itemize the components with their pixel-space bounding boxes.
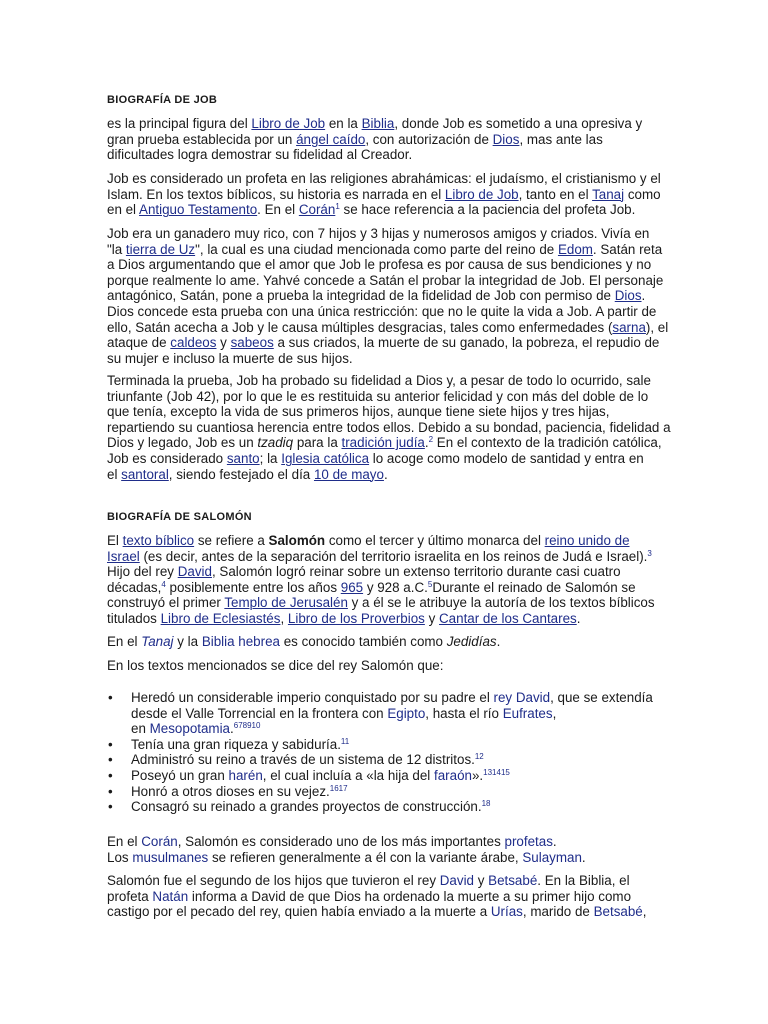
list-item (107, 784, 667, 800)
footnote-ref[interactable]: 1 (335, 202, 340, 212)
link-mesopotamia[interactable]: Mesopotamia (149, 721, 231, 737)
text: es la principal figura del (107, 116, 252, 131)
text: Administró su reino a través de un sistema de 12 distritos. (131, 752, 475, 768)
link-libro-de-eclesiastes[interactable]: Libro de Eclesiastés (160, 610, 281, 626)
text: "la (107, 241, 126, 257)
text: Consagró su reinado a grandes proyectos de construcción. (131, 799, 482, 815)
link-eufrates[interactable]: Eufrates (502, 705, 553, 721)
text: , siendo festejado el día (168, 466, 314, 482)
text: Job es considerado (107, 450, 227, 466)
text: , con autorización de (365, 131, 493, 147)
text: Heredó un considerable imperio conquistado por su padre el (131, 690, 494, 705)
text: En el contexto de la tradición católica, (433, 435, 662, 451)
text: . Satán reta (592, 241, 663, 257)
text: Hijo del rey (107, 564, 178, 580)
link-tradicion-judia[interactable]: tradición judía (341, 435, 425, 451)
text: ». (471, 767, 484, 783)
text: y (216, 335, 231, 351)
text: y 928 a.C. (363, 579, 428, 595)
link-libro-de-job[interactable]: Libro de Job (251, 116, 326, 131)
link-caldeos[interactable]: caldeos (170, 335, 217, 351)
link-tanaj[interactable]: Tanaj (141, 634, 174, 649)
link-libro-de-los-proverbios[interactable]: Libro de los Proverbios (287, 610, 425, 626)
text: como el tercer y último monarca del (325, 533, 545, 548)
link-coran[interactable]: Corán (298, 202, 336, 218)
text: . (230, 721, 234, 737)
text: En los textos mencionados se dice del rey Salomón que: (107, 658, 444, 673)
text: . (552, 834, 557, 849)
text: , hasta el río (425, 705, 503, 721)
salomon-paragraph-4 (107, 834, 667, 865)
job-paragraph-2 (107, 171, 667, 218)
salomon-paragraph-5 (107, 873, 667, 920)
bullet-glyph: • (108, 767, 113, 783)
text: a sus criados, la muerte de su ganado, la pobreza, el repudio de (273, 335, 660, 351)
link-iglesia-catolica[interactable]: Iglesia católica (281, 450, 370, 466)
text: , marido de (522, 904, 594, 920)
footnote-ref[interactable]: 2 (428, 435, 434, 445)
text: que tenía, excepto la vida de sus primeros hijos, aunque tiene siete hijos y tres hijas, (107, 404, 610, 420)
text: dificultades logra demostrar su fidelidad al Creador. (107, 147, 413, 163)
salomon-facts-list (107, 690, 667, 815)
bullet-glyph: • (108, 690, 113, 705)
text: en el (107, 202, 140, 218)
text: , que se extendía (550, 690, 653, 705)
text: Honró a otros dioses en su vejez. (131, 783, 330, 799)
text: informa a David de que Dios ha ordenado la muerte a su primer hijo como (188, 888, 632, 904)
text: es conocido también como (279, 634, 447, 649)
link-edom[interactable]: Edom (557, 241, 593, 257)
link-cantar-de-los-cantares[interactable]: Cantar de los Cantares (439, 610, 577, 626)
text: se refieren generalmente a él con la variante árabe, (208, 849, 523, 865)
text: (es decir, antes de la separación del territorio israelita en los reinos de Judá e Israel). (139, 548, 648, 564)
job-section-heading: BIOGRAFÍA DE JOB (107, 94, 218, 106)
text: repartiendo su cuantiosa herencia entre todos ellos. Debido a su bondad, paciencia, fidelidad a (107, 419, 671, 435)
text: , (280, 610, 288, 626)
text: para la (293, 435, 342, 451)
text: castigo por el pecado del rey, quien había enviado a la muerte a (107, 904, 491, 920)
text: , Salomón logró reinar sobre un extenso territorio durante casi cuatro (211, 564, 621, 580)
list-item (107, 737, 667, 753)
text: y (474, 873, 489, 888)
text: y (424, 610, 440, 626)
salomon-paragraph-1 (107, 533, 667, 627)
link-faraon[interactable]: faraón (434, 767, 472, 783)
text: , (552, 705, 557, 721)
link-texto-biblico[interactable]: texto bíblico (122, 533, 195, 548)
bold-name: Salomón (268, 533, 326, 548)
text: Terminada la prueba, Job ha probado su fidelidad a Dios y, a pesar de todo lo ocurrido, sale (107, 373, 651, 388)
text: Dios concede esta prueba con una única restricción: que no le quite la vida a Job. A partir de (107, 303, 657, 319)
text: . En la Biblia, el (537, 873, 630, 888)
text: lo acoge como modelo de santidad y entra en (369, 450, 644, 466)
text: en la (325, 116, 362, 131)
italic-term: tzadiq (257, 435, 294, 451)
link-sabeos[interactable]: sabeos (230, 335, 274, 351)
bullet-glyph: • (108, 752, 113, 768)
link-tanaj[interactable]: Tanaj (592, 186, 625, 202)
text: , el cual incluía a «la hija del (262, 767, 434, 783)
text: Tenía una gran riqueza y sabiduría. (131, 736, 341, 752)
text: como (624, 186, 661, 202)
list-item (107, 752, 667, 768)
link-templo-de-jerusalen[interactable]: Templo de Jerusalén (224, 595, 348, 611)
bullet-glyph: • (108, 799, 113, 815)
text: . (496, 634, 501, 649)
text: triunfante (Job 42), por lo que le es restituida su anterior felicidad y con más del doble de lo (107, 388, 649, 404)
text: Durante el reinado de Salomón se (432, 579, 636, 595)
text: décadas, (107, 579, 162, 595)
bullet-glyph: • (108, 783, 113, 799)
link-biblia[interactable]: Biblia (361, 116, 395, 131)
text: , Salomón es considerado uno de los más importantes (177, 834, 505, 849)
text: posiblemente entre los años (165, 579, 341, 595)
link-haren[interactable]: harén (228, 767, 263, 783)
link-musulmanes[interactable]: musulmanes (132, 849, 209, 865)
salomon-paragraph-3 (107, 658, 667, 674)
text: Islam. En los textos bíblicos, su historia es narrada en el (107, 186, 445, 202)
text: Job era un ganadero muy rico, con 7 hijos y 3 hijas y numerosos amigos y criados. Vivía en (107, 226, 650, 241)
link-tierra-de-uz[interactable]: tierra de Uz (125, 241, 196, 257)
link-antiguo-testamento[interactable]: Antiguo Testamento (139, 202, 258, 218)
text: desde el Valle Torrencial en la frontera con (131, 705, 388, 721)
text: ", la cual es una ciudad mencionada como parte del reino de (195, 241, 558, 257)
link-reino-unido-de-israel[interactable]: Israel (107, 548, 140, 564)
job-paragraph-3 (107, 226, 667, 366)
text: , (642, 904, 647, 920)
text: En el (107, 634, 142, 649)
link-betsabe[interactable]: Betsabé (488, 873, 538, 888)
salomon-section-heading: BIOGRAFÍA DE SALOMÓN (107, 511, 252, 523)
link-10-de-mayo[interactable]: 10 de mayo (313, 466, 384, 482)
link-santo[interactable]: santo (226, 450, 260, 466)
text: . (641, 288, 646, 304)
text: Los (107, 849, 133, 865)
footnote-ref[interactable]: 678910 (233, 721, 261, 731)
text: y a él se le atribuye la autoría de los textos bíblicos (347, 595, 655, 611)
text: . (581, 849, 586, 865)
link-reino-unido-de-israel[interactable]: reino unido de (544, 533, 630, 548)
link-sulayman[interactable]: Sulayman (522, 849, 582, 865)
link-dios[interactable]: Dios (492, 131, 520, 147)
footnote-ref[interactable]: 11 (340, 736, 350, 746)
footnote-ref[interactable]: 4 (161, 579, 166, 589)
text: El (107, 533, 123, 548)
job-paragraph-4 (107, 373, 671, 482)
text: a Dios argumentando que el amor que Job le profesa es por causa de sus bendiciones y no (107, 257, 652, 273)
text: titulados (107, 610, 161, 626)
link-santoral[interactable]: santoral (121, 466, 169, 482)
list-item (107, 799, 667, 815)
list-item (107, 690, 667, 737)
footnote-ref[interactable]: 1617 (329, 783, 348, 793)
text: Job es considerado un profeta en las religiones abrahámicas: el judaísmo, el cristianismo y el (107, 171, 661, 186)
footnote-ref[interactable]: 18 (481, 799, 491, 809)
italic-term: Jedidías (446, 634, 497, 649)
text: , donde Job es sometido a una opresiva y (394, 116, 643, 131)
text: . (383, 466, 388, 482)
text: en (131, 721, 150, 737)
text: . (424, 435, 429, 451)
text: Salomón fue el segundo de los hijos que tuvieron el rey (107, 873, 440, 888)
text: En el (107, 834, 142, 849)
link-dios[interactable]: Dios (614, 288, 642, 304)
link-egipto[interactable]: Egipto (387, 705, 426, 721)
link-coran[interactable]: Corán (141, 834, 178, 849)
text: , tanto en el (518, 186, 593, 202)
text: el (107, 466, 122, 482)
text: . (576, 610, 581, 626)
text: antagónico, Satán, pone a prueba la integridad de la fidelidad de Job con permiso de (107, 288, 615, 304)
text: ), el (645, 319, 669, 335)
link-david[interactable]: David (439, 873, 474, 888)
link-biblia-hebrea[interactable]: Biblia hebrea (201, 634, 280, 649)
link-betsabe[interactable]: Betsabé (593, 904, 643, 920)
link-sarna[interactable]: sarna (612, 319, 646, 335)
text: Dios y legado, Job es un (107, 435, 258, 451)
link-rey-david[interactable]: rey David (493, 690, 551, 705)
text: su mujer e incluso la muerte de sus hijos. (107, 350, 353, 366)
link-natan[interactable]: Natán (152, 888, 189, 904)
text: porque realmente lo ame. Yahvé concede a Satán el probar la integridad de Job. El personaje (107, 272, 664, 288)
link-urias[interactable]: Urías (490, 904, 523, 920)
text: y la (173, 634, 202, 649)
bullet-glyph: • (108, 736, 113, 752)
text: . En el (257, 202, 299, 218)
text: se hace referencia a la paciencia del profeta Job. (339, 202, 636, 218)
link-profetas[interactable]: profetas (504, 834, 553, 849)
text: construyó el primer (107, 595, 225, 611)
text: Poseyó un gran (131, 767, 229, 783)
salomon-paragraph-2 (107, 634, 667, 650)
footnote-ref[interactable]: 131415 (483, 767, 510, 777)
text: ataque de (107, 335, 171, 351)
text: gran prueba establecida por un (107, 131, 297, 147)
footnote-ref[interactable]: 12 (474, 752, 484, 762)
text: profeta (107, 888, 153, 904)
link-libro-de-job[interactable]: Libro de Job (444, 186, 519, 202)
footnote-ref[interactable]: 3 (647, 548, 652, 558)
list-item (107, 768, 667, 784)
text: , mas ante las (519, 131, 603, 147)
job-paragraph-1 (107, 116, 667, 163)
text: se refiere a (194, 533, 269, 548)
text: ello, Satán acecha a Job y le causa múltiples desgracias, tales como enfermedades ( (107, 319, 613, 335)
link-angel-caido[interactable]: ángel caído (296, 131, 366, 147)
footnote-ref[interactable]: 5 (427, 579, 433, 589)
link-david[interactable]: David (177, 564, 212, 580)
text: ; la (259, 450, 282, 466)
link-965[interactable]: 965 (340, 579, 364, 595)
